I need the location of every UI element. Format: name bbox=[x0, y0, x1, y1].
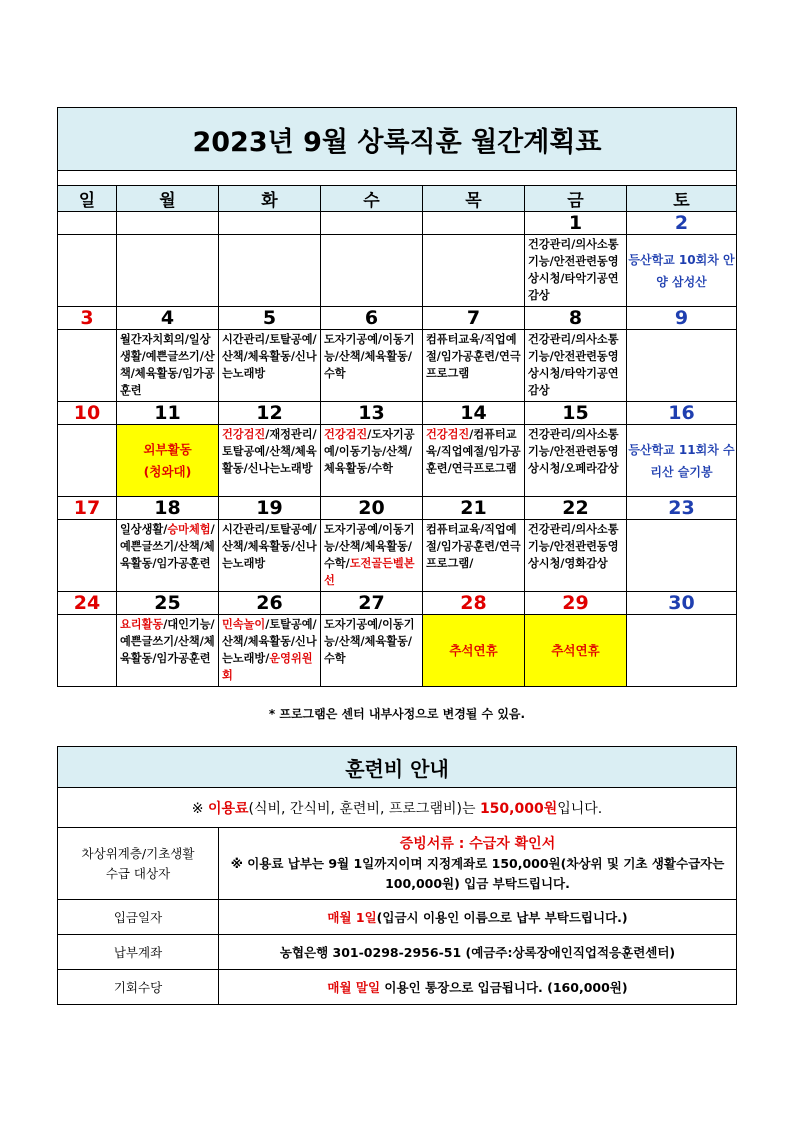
activity-cell bbox=[58, 235, 117, 307]
activity-text: 건강관리/의사소통기능/안전관련동영상시청/타악기공연감상 bbox=[528, 238, 619, 302]
date-cell: 19 bbox=[219, 497, 321, 520]
deposit-date-note: (입금시 이용인 이름으로 납부 부탁드립니다.) bbox=[376, 910, 628, 925]
activity-text: 월간자치회의/일상생활/예쁜글쓰기/산책/체육활동/임가공훈련 bbox=[120, 333, 215, 397]
allowance-label: 기회수당 bbox=[58, 970, 219, 1005]
activity-text: 도자기공예/이동기능/산책/체육활동/수학 bbox=[324, 333, 415, 380]
page-title: 2023년 9월 상록직훈 월간계획표 bbox=[58, 108, 737, 171]
activity-cell bbox=[423, 330, 525, 402]
activity-row bbox=[58, 520, 737, 592]
subsidy-info bbox=[219, 828, 737, 900]
activity-text: /예쁜글쓰기/산책/체육활동/임가공훈련 bbox=[120, 523, 215, 570]
activity-cell bbox=[525, 425, 627, 497]
activity-text: (청와대) bbox=[143, 463, 192, 479]
date-cell: 27 bbox=[321, 592, 423, 615]
deposit-date-info bbox=[219, 900, 737, 935]
date-cell: 14 bbox=[423, 402, 525, 425]
activity-text: 일상생활/ bbox=[120, 523, 168, 536]
date-cell: 3 bbox=[58, 307, 117, 330]
usage-fee-line bbox=[58, 788, 737, 828]
activity-text: /재정관리/토탈공예/산책/체육활동/신나는노래방 bbox=[222, 428, 317, 475]
activity-cell bbox=[219, 235, 321, 307]
evidence-doc: 증빙서류 : 수급자 확인서 bbox=[399, 835, 556, 852]
date-row bbox=[58, 402, 737, 425]
weekday-4: 목 bbox=[423, 186, 525, 212]
activity-cell bbox=[525, 615, 627, 687]
activity-cell bbox=[117, 330, 219, 402]
activity-cell bbox=[321, 425, 423, 497]
date-cell: 17 bbox=[58, 497, 117, 520]
date-row bbox=[58, 592, 737, 615]
activity-text: 승마체험 bbox=[167, 523, 211, 536]
activity-text: 추석연휴 bbox=[551, 642, 600, 658]
deposit-date-label: 입금일자 bbox=[58, 900, 219, 935]
weekday-2: 화 bbox=[219, 186, 321, 212]
activity-cell bbox=[117, 425, 219, 497]
activity-row bbox=[58, 330, 737, 402]
activity-cell bbox=[525, 330, 627, 402]
subsidy-text: ※ 이용료 납부는 9월 1일까지이며 지정계좌로 150,000원(차상위 및 기초 생활수급자는 100,000원) 입금 부탁드립니다. bbox=[230, 855, 725, 891]
activity-cell bbox=[423, 615, 525, 687]
activity-cell bbox=[219, 520, 321, 592]
subsidy-label bbox=[58, 828, 219, 900]
date-cell bbox=[58, 212, 117, 235]
date-cell: 25 bbox=[117, 592, 219, 615]
date-cell: 22 bbox=[525, 497, 627, 520]
spacer-row bbox=[58, 171, 737, 186]
weekday-5: 금 bbox=[525, 186, 627, 212]
date-cell: 4 bbox=[117, 307, 219, 330]
activity-text: 등산학교 11회차 수리산 슬기봉 bbox=[628, 442, 735, 479]
activity-cell bbox=[321, 615, 423, 687]
account-info: 농협은행 301-0298-2956-51 (예금주:상록장애인직업적응훈련센터) bbox=[219, 935, 737, 970]
activity-cell bbox=[525, 235, 627, 307]
account-label: 납부계좌 bbox=[58, 935, 219, 970]
activity-cell bbox=[321, 520, 423, 592]
activity-text: 건강검진 bbox=[222, 428, 266, 441]
activity-cell bbox=[58, 330, 117, 402]
activity-text: 건강검진 bbox=[426, 428, 470, 441]
date-cell: 2 bbox=[627, 212, 737, 235]
activity-cell bbox=[627, 235, 737, 307]
activity-cell bbox=[525, 520, 627, 592]
date-cell: 29 bbox=[525, 592, 627, 615]
activity-text: 건강관리/의사소통기능/안전관련동영상시청/영화감상 bbox=[528, 523, 619, 570]
date-cell: 5 bbox=[219, 307, 321, 330]
activity-text: 추석연휴 bbox=[449, 642, 498, 658]
subsidy-label-text: 차상위계층/기초생활 수급 대상자 bbox=[81, 845, 195, 881]
monthly-calendar bbox=[57, 107, 737, 687]
activity-cell bbox=[58, 520, 117, 592]
weekday-3: 수 bbox=[321, 186, 423, 212]
date-cell: 21 bbox=[423, 497, 525, 520]
date-cell: 16 bbox=[627, 402, 737, 425]
date-cell: 8 bbox=[525, 307, 627, 330]
weekday-header bbox=[58, 186, 737, 212]
activity-text: 운영위원회 bbox=[222, 652, 313, 682]
activity-text: 컴퓨터교육/직업예절/임가공훈련/연극프로그램/ bbox=[426, 523, 521, 570]
activity-cell bbox=[117, 235, 219, 307]
activity-cell bbox=[627, 520, 737, 592]
activity-text: 요리활동 bbox=[120, 618, 164, 631]
activity-cell bbox=[321, 330, 423, 402]
fee-info-table bbox=[57, 746, 737, 1005]
date-cell: 30 bbox=[627, 592, 737, 615]
weekday-6: 토 bbox=[627, 186, 737, 212]
activity-cell bbox=[117, 520, 219, 592]
activity-text: 시간관리/토탈공예/산책/체육활동/신나는노래방 bbox=[222, 333, 317, 380]
allowance-text: 이용인 통장으로 입금됩니다. (160,000원) bbox=[380, 980, 628, 995]
activity-cell bbox=[219, 425, 321, 497]
activity-cell bbox=[219, 330, 321, 402]
activity-cell bbox=[117, 615, 219, 687]
activity-cell bbox=[627, 425, 737, 497]
activity-text: 외부활동 bbox=[143, 441, 192, 457]
date-cell: 26 bbox=[219, 592, 321, 615]
date-cell: 7 bbox=[423, 307, 525, 330]
activity-text: 시간관리/토탈공예/산책/체육활동/신나는노래방 bbox=[222, 523, 317, 570]
activity-text: 등산학교 10회차 안양 삼성산 bbox=[628, 252, 735, 289]
date-cell: 11 bbox=[117, 402, 219, 425]
date-cell: 13 bbox=[321, 402, 423, 425]
activity-cell bbox=[58, 425, 117, 497]
activity-text: 도전골든벨본선 bbox=[324, 557, 415, 587]
date-cell: 18 bbox=[117, 497, 219, 520]
date-row bbox=[58, 212, 737, 235]
activity-cell bbox=[423, 425, 525, 497]
date-cell: 1 bbox=[525, 212, 627, 235]
activity-text: 건강관리/의사소통기능/안전관련동영상시청/타악기공연감상 bbox=[528, 333, 619, 397]
date-cell: 20 bbox=[321, 497, 423, 520]
date-cell: 28 bbox=[423, 592, 525, 615]
usage-fee-items: (식비, 간식비, 훈련비, 프로그램비)는 bbox=[248, 800, 480, 817]
deposit-date-value: 매월 1일 bbox=[327, 910, 377, 925]
activity-cell bbox=[219, 615, 321, 687]
usage-fee-suffix: 입니다. bbox=[557, 800, 603, 817]
date-cell: 24 bbox=[58, 592, 117, 615]
activity-row bbox=[58, 615, 737, 687]
note-mark: ※ bbox=[191, 800, 208, 817]
activity-text: 도자기공예/이동기능/산책/체육활동/수학 bbox=[324, 618, 415, 665]
activity-cell bbox=[321, 235, 423, 307]
activity-cell bbox=[58, 615, 117, 687]
date-cell bbox=[219, 212, 321, 235]
activity-text: 건강관리/의사소통기능/안전관련동영상시청/오페라감상 bbox=[528, 428, 619, 475]
activity-row bbox=[58, 425, 737, 497]
weekday-0: 일 bbox=[58, 186, 117, 212]
activity-text: /컴퓨터교육/직업예절/임가공훈련/연극프로그램 bbox=[426, 428, 521, 475]
activity-text: 민속놀이 bbox=[222, 618, 266, 631]
date-cell bbox=[321, 212, 423, 235]
activity-cell bbox=[627, 330, 737, 402]
activity-row bbox=[58, 235, 737, 307]
activity-text: /도자기공예/이동기능/산책/체육활동/수학 bbox=[324, 428, 415, 475]
allowance-info bbox=[219, 970, 737, 1005]
date-row bbox=[58, 497, 737, 520]
date-cell: 9 bbox=[627, 307, 737, 330]
activity-cell bbox=[423, 235, 525, 307]
date-cell: 12 bbox=[219, 402, 321, 425]
activity-text: 도자기공예/이동기능/산책/체육활동/수학/ bbox=[324, 523, 415, 570]
date-cell bbox=[117, 212, 219, 235]
activity-text: 컴퓨터교육/직업예절/임가공훈련/연극프로그램 bbox=[426, 333, 521, 380]
date-cell: 10 bbox=[58, 402, 117, 425]
fee-title: 훈련비 안내 bbox=[58, 747, 737, 788]
date-cell bbox=[423, 212, 525, 235]
date-row bbox=[58, 307, 737, 330]
activity-text: /토탈공예/산책/체육활동/신나는노래방/ bbox=[222, 618, 317, 665]
activity-text: /대인기능/예쁜글쓰기/산책/체육활동/임가공훈련 bbox=[120, 618, 215, 665]
date-cell: 23 bbox=[627, 497, 737, 520]
usage-fee-label: 이용료 bbox=[207, 800, 249, 817]
schedule-note: * 프로그램은 센터 내부사정으로 변경될 수 있음. bbox=[268, 707, 526, 721]
date-cell: 6 bbox=[321, 307, 423, 330]
activity-text: 건강검진 bbox=[324, 428, 368, 441]
activity-cell bbox=[423, 520, 525, 592]
date-cell: 15 bbox=[525, 402, 627, 425]
weekday-1: 월 bbox=[117, 186, 219, 212]
activity-cell bbox=[627, 615, 737, 687]
allowance-date: 매월 말일 bbox=[327, 980, 381, 995]
usage-fee-amount: 150,000원 bbox=[479, 800, 558, 817]
